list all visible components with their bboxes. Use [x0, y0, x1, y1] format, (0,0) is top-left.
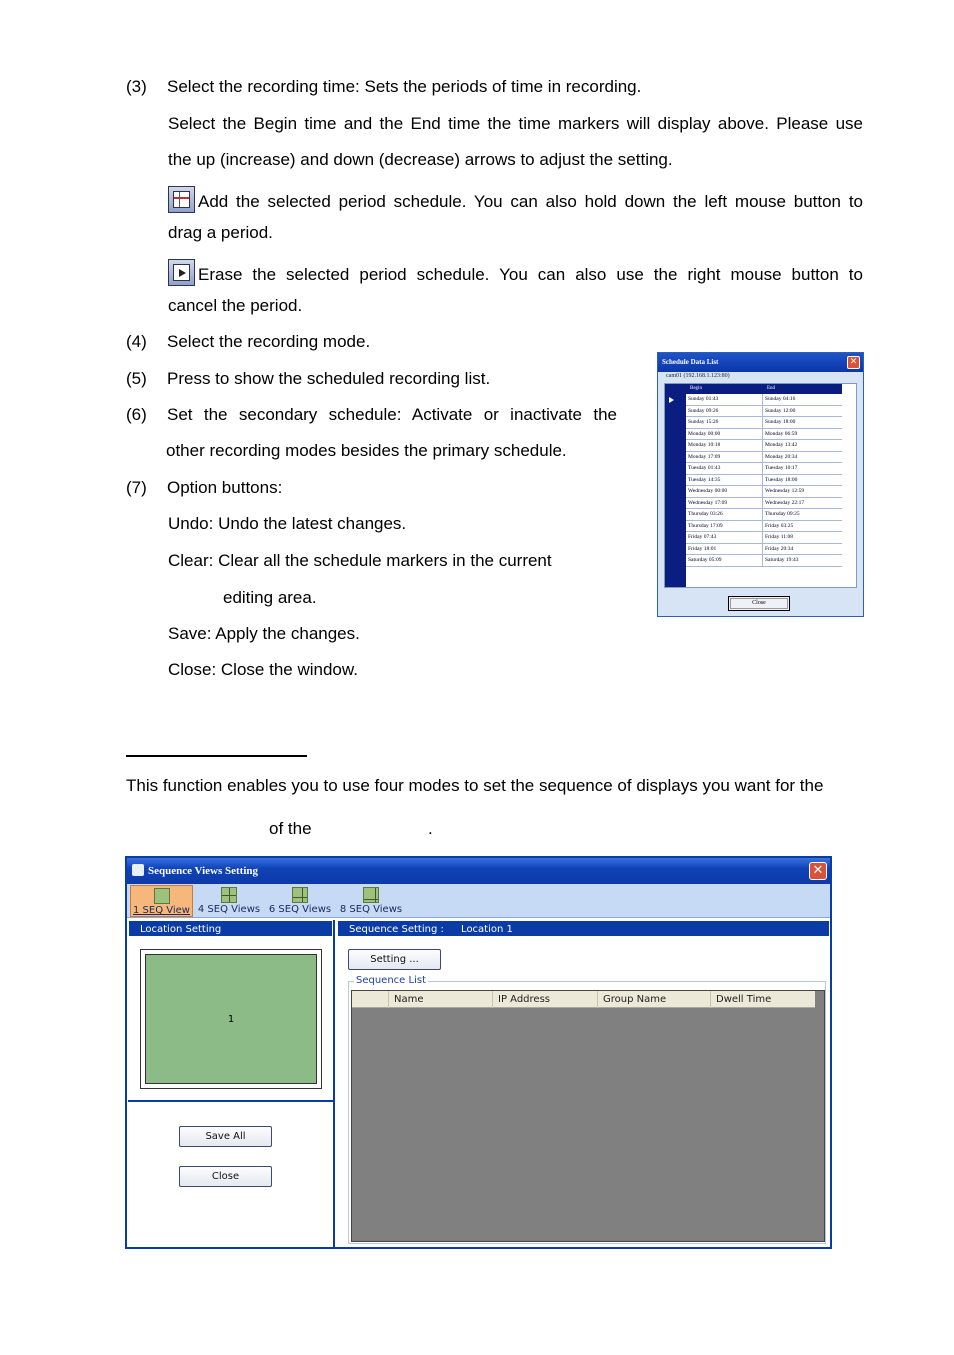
schedule-end-cell: Sunday 12:00: [765, 407, 796, 414]
tab-1-seq-view[interactable]: [130, 885, 193, 917]
schedule-row[interactable]: [686, 486, 842, 498]
column-ip-address[interactable]: IP Address: [492, 991, 597, 1008]
item-6-number: (6): [126, 405, 147, 424]
section-underline: [126, 755, 307, 757]
schedule-begin-cell: Thursday 17:09: [688, 522, 723, 529]
sequence-setting-label: Sequence Setting :: [349, 924, 444, 935]
schedule-rows: [686, 394, 842, 567]
tab-8-seq-views-label: 8 SEQ Views: [339, 904, 403, 915]
add-period-icon: [168, 186, 195, 213]
save-description: Save: Apply the changes.: [168, 624, 360, 643]
schedule-begin-cell: Monday 10:18: [688, 442, 721, 448]
item-5-text: Press to show the scheduled recording list.: [167, 369, 491, 388]
schedule-end-cell: Wednesday 22:17: [765, 499, 805, 506]
schedule-begin-cell: Tuesday 01:43: [688, 465, 721, 471]
schedule-row[interactable]: [686, 509, 842, 521]
sequence-window-titlebar: [127, 858, 830, 884]
schedule-begin-cell: Wednesday 00:00: [688, 488, 728, 494]
schedule-row[interactable]: [686, 521, 842, 533]
tab-4-seq-views[interactable]: [196, 885, 262, 917]
sequence-list-label: Sequence List: [356, 975, 426, 986]
schedule-begin-cell: Friday 18:01: [688, 545, 717, 552]
schedule-begin-cell: Monday 00:00: [688, 430, 721, 437]
erase-period-text: Erase the selected period schedule. You can also use the right mouse button to: [198, 265, 863, 284]
item-7-number: (7): [126, 478, 147, 497]
sequence-list-view[interactable]: [351, 990, 825, 1242]
close-description: Close: Close the window.: [168, 660, 358, 679]
schedule-end-cell: Tuesday 10:17: [765, 465, 798, 471]
column-group-name[interactable]: Group Name: [597, 991, 710, 1008]
sequence-views-setting-window: [125, 856, 832, 1249]
schedule-grid-header: [686, 384, 842, 394]
column-end: End: [767, 386, 776, 391]
schedule-end-cell: Thursday 09:25: [765, 511, 800, 517]
sequence-pane: [337, 920, 830, 1247]
tab-6-seq-views[interactable]: [267, 885, 333, 917]
item-7-text: Option buttons:: [167, 478, 283, 497]
schedule-row[interactable]: [686, 544, 842, 556]
schedule-end-cell: Friday 11:08: [765, 534, 794, 540]
schedule-end-cell: Monday 13:42: [765, 442, 798, 448]
schedule-begin-cell: Thursday 03:26: [688, 511, 723, 517]
app-icon: [132, 864, 144, 876]
tab-8-seq-views[interactable]: [338, 885, 404, 917]
schedule-window-title: Schedule Data List: [658, 353, 863, 372]
undo-description: Undo: Undo the latest changes.: [168, 514, 407, 533]
schedule-end-cell: Friday 03:25: [765, 522, 794, 529]
item-3-text: Select the recording time: Sets the periods of time in recording.: [167, 77, 642, 96]
erase-period-line2: cancel the period.: [168, 296, 303, 315]
column-begin: Begin: [690, 386, 702, 391]
schedule-close-button[interactable]: Close: [728, 596, 790, 611]
current-row-arrow-icon: [669, 397, 674, 403]
schedule-begin-cell: Monday 17:09: [688, 453, 721, 460]
schedule-end-cell: Monday 06:59: [765, 430, 798, 437]
item-4-number: (4): [126, 332, 147, 351]
item-6-text-line2: other recording modes besides the primary schedule.: [166, 441, 567, 460]
schedule-begin-cell: Sunday 09:26: [688, 407, 719, 414]
sequence-window-title: Sequence Views Setting: [148, 865, 258, 877]
row-selector-band: [665, 384, 686, 587]
sequence-list-header: [352, 991, 815, 1008]
schedule-row[interactable]: [686, 440, 842, 452]
schedule-row[interactable]: [686, 429, 842, 441]
camera-label: cam01 (192.168.1.123:80): [666, 373, 730, 379]
schedule-begin-cell: Tuesday 14:35: [688, 476, 721, 483]
schedule-begin-cell: Friday 07:43: [688, 534, 717, 540]
schedule-row[interactable]: [686, 394, 842, 406]
schedule-row[interactable]: [686, 532, 842, 544]
quad-view-icon: [221, 887, 237, 903]
column-dwell-time[interactable]: Dwell Time: [710, 991, 815, 1008]
schedule-grid[interactable]: [664, 383, 857, 588]
erase-period-icon: [168, 259, 195, 286]
schedule-end-cell: Tuesday 18:00: [765, 476, 798, 483]
sequence-setting-header: [337, 920, 830, 937]
item-5-number: (5): [126, 369, 147, 388]
item-4-text: Select the recording mode.: [167, 332, 371, 351]
schedule-end-cell: Sunday 18:00: [765, 419, 796, 425]
schedule-row[interactable]: [686, 498, 842, 510]
save-all-button[interactable]: Save All: [179, 1126, 272, 1147]
tab-1-seq-view-label: 1 SEQ View: [133, 905, 190, 916]
setting-button[interactable]: Setting ...: [348, 949, 441, 970]
column-name[interactable]: Name: [388, 991, 492, 1008]
location-pane: [128, 920, 335, 1247]
add-period-line2: drag a period.: [168, 223, 273, 242]
schedule-end-cell: Wednesday 12:59: [765, 488, 805, 494]
item-6-text-line1: Set the secondary schedule: Activate or inactivate the: [167, 405, 617, 424]
schedule-begin-cell: Sunday 15:26: [688, 419, 719, 425]
add-period-text: Add the selected period schedule. You can also hold down the left mouse button to: [198, 192, 863, 211]
schedule-begin-cell: Saturday 05:09: [688, 557, 722, 563]
schedule-row[interactable]: [686, 463, 842, 475]
six-view-icon: [292, 887, 308, 903]
schedule-begin-cell: Wednesday 17:09: [688, 499, 728, 506]
pane-divider: [128, 1100, 333, 1102]
close-button[interactable]: Close: [179, 1166, 272, 1187]
schedule-end-cell: Monday 20:34: [765, 453, 798, 460]
location-layout-box: [140, 949, 322, 1089]
close-icon[interactable]: ✕: [847, 356, 860, 369]
item-3-paragraph-line2: the up (increase) and down (decrease) arrows to adjust the setting.: [168, 150, 673, 169]
schedule-end-cell: Saturday 19:43: [765, 557, 799, 563]
column-selector: [352, 991, 388, 1008]
item-3-paragraph-line1: Select the Begin time and the End time the time markers will display above. Please use: [168, 114, 863, 133]
erase-period-line1: [168, 259, 863, 286]
schedule-begin-cell: Sunday 01:43: [688, 396, 719, 402]
tab-6-seq-views-label: 6 SEQ Views: [268, 904, 332, 915]
schedule-row[interactable]: [686, 452, 842, 464]
window-close-icon[interactable]: ✕: [809, 862, 827, 880]
eight-view-icon: [363, 887, 379, 903]
location-cell-1[interactable]: 1: [145, 954, 317, 1084]
item-3-number: (3): [126, 77, 147, 96]
sequence-location-name: Location 1: [461, 924, 513, 935]
intro-line1: This function enables you to use four modes to set the sequence of displays you want for the: [126, 776, 824, 795]
clear-description-line2: editing area.: [223, 588, 317, 607]
seq-view-toolbar: [127, 884, 830, 918]
intro-line2b: .: [428, 819, 433, 838]
single-view-icon: [154, 888, 170, 904]
add-period-line1: [168, 186, 863, 213]
schedule-row[interactable]: [686, 555, 842, 567]
intro-line2a: of the: [269, 819, 312, 838]
schedule-end-cell: Friday 20:34: [765, 545, 794, 552]
schedule-data-list-window: [657, 352, 864, 617]
schedule-row[interactable]: [686, 406, 842, 418]
schedule-row[interactable]: [686, 417, 842, 429]
location-setting-header: Location Setting: [128, 920, 333, 937]
tab-4-seq-views-label: 4 SEQ Views: [197, 904, 261, 915]
clear-description-line1: Clear: Clear all the schedule markers in the current: [168, 551, 552, 570]
schedule-row[interactable]: [686, 475, 842, 487]
schedule-end-cell: Sunday 04:16: [765, 396, 796, 402]
